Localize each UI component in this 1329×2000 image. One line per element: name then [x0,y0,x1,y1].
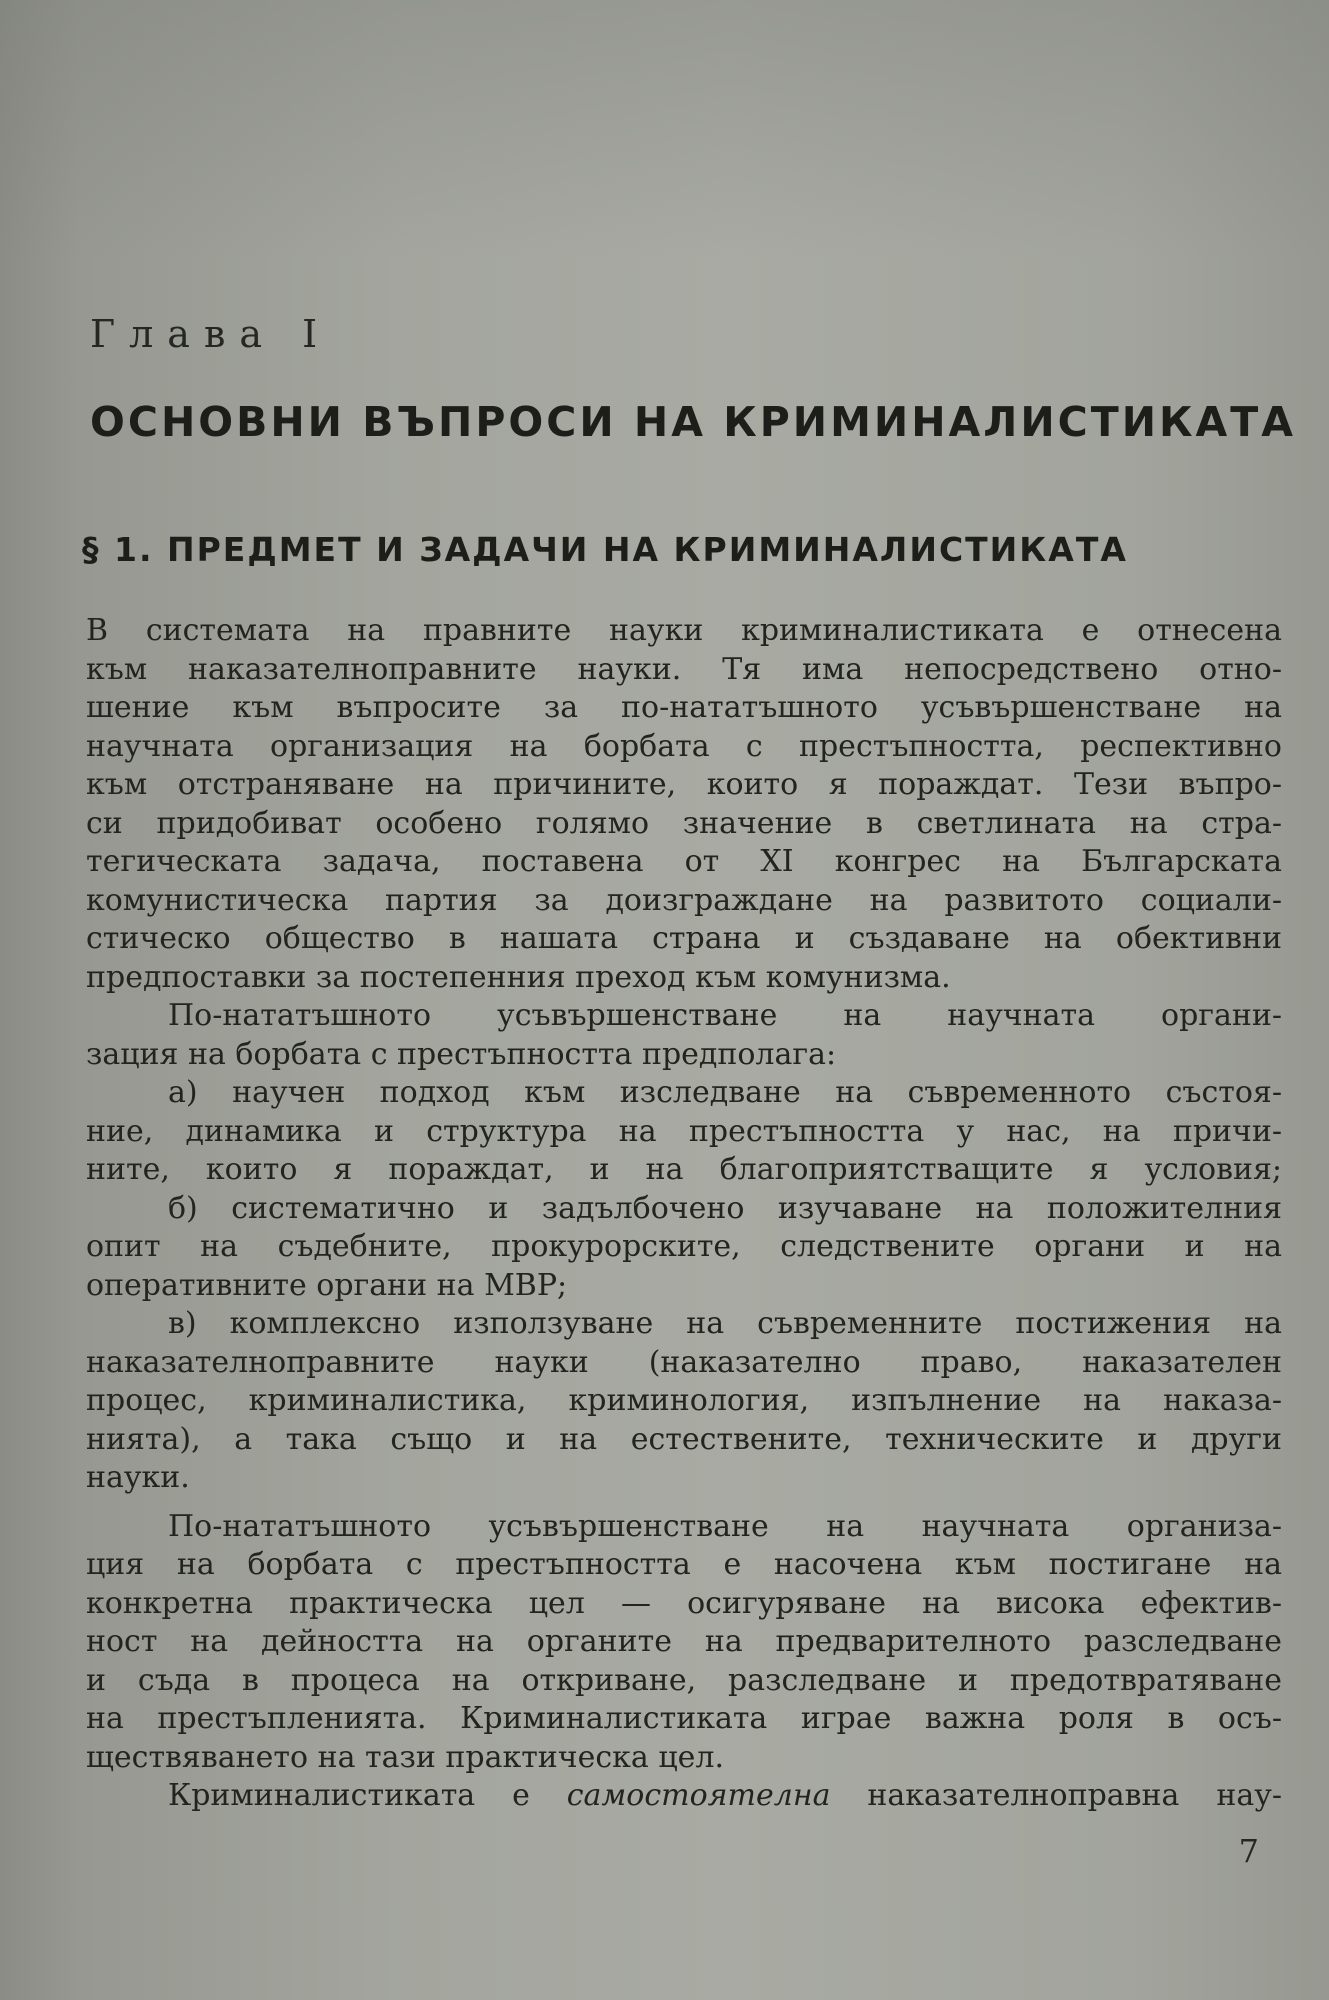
text-line: зация на борбата с престъпността предполага: [86,1036,837,1072]
emphasized-word: самостоятелна [566,1778,831,1813]
text-line: По-нататъшното усъвършенстване на научната органи- [168,998,1282,1033]
text-line: към отстраняване на причините, които я пораждат. Тези въпро- [86,767,1282,802]
chapter-label: Глава I [90,312,332,356]
chapter-title: ОСНОВНИ ВЪПРОСИ НА КРИМИНАЛИСТИКАТА [90,398,1296,446]
text-line: ните, които я пораждат, и на благоприятстващите я условия; [86,1152,1282,1187]
text-line: наказателноправните науки (наказателно право, наказателен [86,1344,1282,1380]
list-item-c: в) комплексно използуване на съвременните постижения на [168,1306,1282,1341]
body-text [86,612,1282,1816]
text-line: стическо общество в нашата страна и създаване на обективни [86,921,1282,956]
text-line: ществяването на тази практическа цел. [86,1739,724,1775]
text-line: конкретна практическа цел — осигуряване на висока ефектив- [86,1585,1282,1621]
list-item-a: а) научен подход към изследване на съвременното състоя- [168,1075,1282,1110]
text-line: тегическата задача, поставена от XI конгрес на Българската [86,844,1282,879]
text-line: процес, криминалистика, криминология, изпълнение на наказа- [86,1383,1282,1418]
text-line: комунистическа партия за доизграждане на развитото социали- [86,882,1282,918]
text-line: опит на съдебните, прокурорските, следствените органи и на [86,1229,1282,1264]
text-line: научната организация на борбата с престъпността, респективно [86,728,1282,764]
text-line: на престъпленията. Криминалистиката играе важна роля в осъ- [86,1701,1282,1736]
text-fragment: Криминалистиката е [168,1778,567,1813]
text-fragment: наказателноправна нау- [830,1778,1282,1813]
page-number: 7 [1238,1832,1259,1870]
text-line: към наказателноправните науки. Тя има непосредствено отно- [86,651,1282,687]
text-line: ност на дейността на органите на предварителното разследване [86,1624,1282,1659]
text-line [86,1777,1282,1816]
text-line: оперативните органи на МВР; [86,1267,568,1303]
text-line: науки. [86,1460,190,1495]
text-line: шение към въпросите за по-нататъшното усъвършенстване на [86,690,1282,725]
text-line: предпоставки за постепенния преход към комунизма. [86,959,951,995]
text-line: си придобиват особено голямо значение в светлината на стра- [86,805,1282,841]
page-shading [0,0,1329,260]
text-line: ция на борбата с престъпността е насочена към постигане на [86,1547,1282,1582]
text-line: ние, динамика и структура на престъпността у нас, на причи- [86,1113,1282,1149]
section-title: § 1. ПРЕДМЕТ И ЗАДАЧИ НА КРИМИНАЛИСТИКАТА [82,530,1128,569]
text-line: По-нататъшното усъвършенстване на научната организа- [168,1508,1282,1544]
text-line: В системата на правните науки криминалистиката е отнесена [86,613,1282,648]
text-line: и съда в процеса на откриване, разследване и предотвратяване [86,1662,1282,1698]
list-item-b: б) систематично и задълбочено изучаване на положителния [168,1190,1282,1226]
text-line: нията), а така също и на естествените, техническите и други [86,1421,1282,1457]
